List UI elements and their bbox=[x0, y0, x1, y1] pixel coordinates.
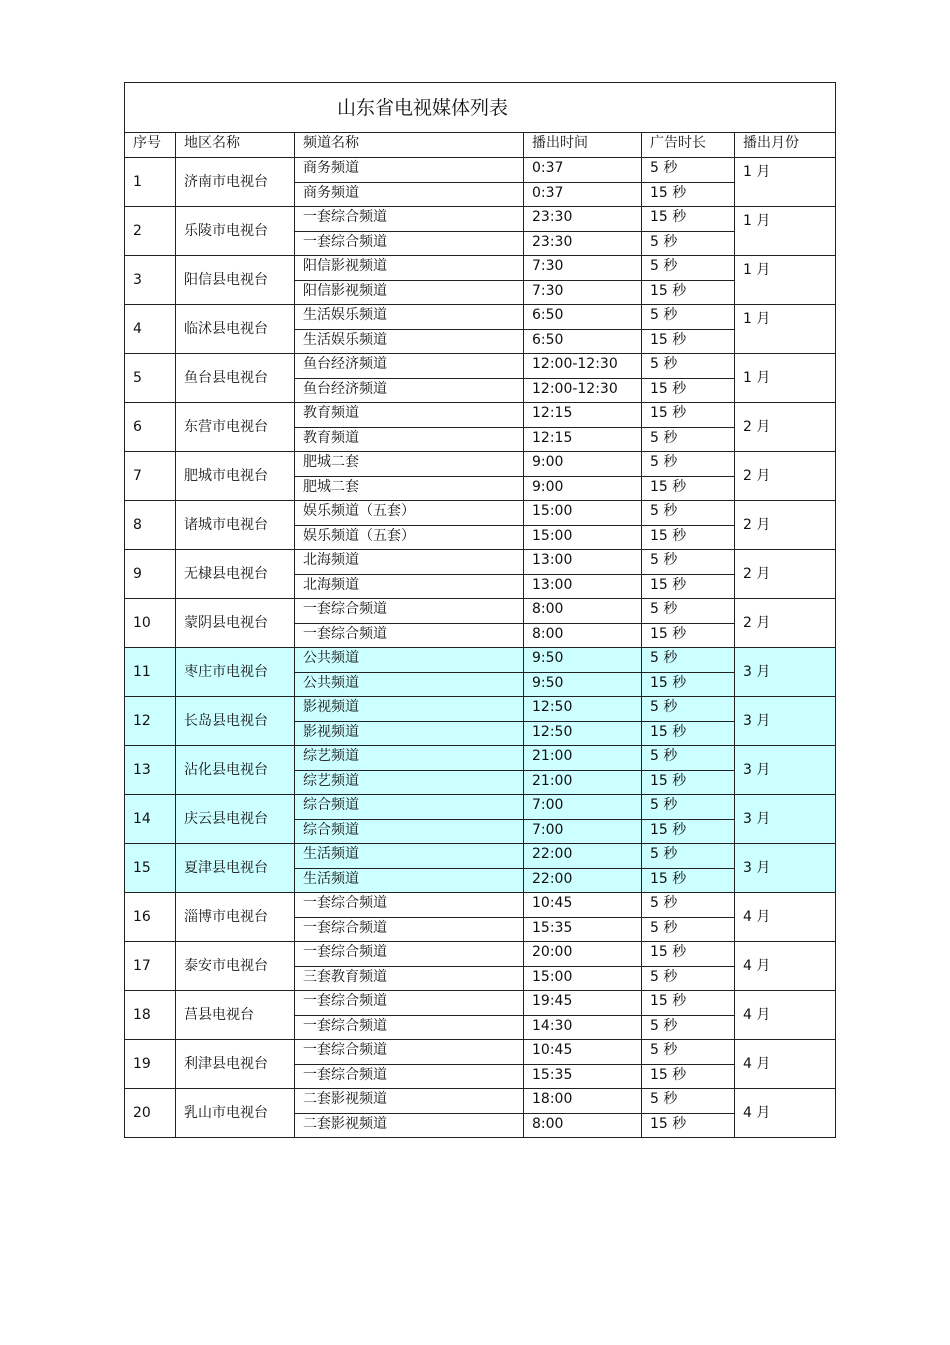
channel-name: 一套综合频道 bbox=[295, 1040, 524, 1065]
channel-name: 影视频道 bbox=[295, 721, 524, 746]
channel-name: 影视频道 bbox=[295, 697, 524, 722]
channel-name: 综合频道 bbox=[295, 819, 524, 844]
region-name: 乳山市电视台 bbox=[176, 1089, 295, 1138]
row-number: 10 bbox=[125, 599, 176, 648]
ad-duration: 5 秒 bbox=[642, 501, 735, 526]
air-time: 12:50 bbox=[524, 697, 642, 722]
region-name: 长岛县电视台 bbox=[176, 697, 295, 746]
channel-name: 鱼台经济频道 bbox=[295, 354, 524, 379]
row-number: 1 bbox=[125, 158, 176, 207]
air-time: 20:00 bbox=[524, 942, 642, 967]
region-name: 临沭县电视台 bbox=[176, 305, 295, 354]
air-time: 14:30 bbox=[524, 1015, 642, 1040]
table-row bbox=[125, 991, 836, 1016]
air-time: 22:00 bbox=[524, 844, 642, 869]
region-name: 东营市电视台 bbox=[176, 403, 295, 452]
air-time: 10:45 bbox=[524, 1040, 642, 1065]
air-month: 2 月 bbox=[735, 452, 836, 501]
ad-duration: 15 秒 bbox=[642, 525, 735, 550]
air-time: 0:37 bbox=[524, 182, 642, 207]
air-time: 8:00 bbox=[524, 623, 642, 648]
air-time: 21:00 bbox=[524, 746, 642, 771]
air-time: 18:00 bbox=[524, 1089, 642, 1114]
ad-duration: 5 秒 bbox=[642, 158, 735, 183]
row-number: 18 bbox=[125, 991, 176, 1040]
ad-duration: 5 秒 bbox=[642, 599, 735, 624]
air-time: 0:37 bbox=[524, 158, 642, 183]
air-month: 2 月 bbox=[735, 550, 836, 599]
air-time: 23:30 bbox=[524, 207, 642, 232]
ad-duration: 5 秒 bbox=[642, 746, 735, 771]
air-time: 8:00 bbox=[524, 1113, 642, 1138]
region-name: 利津县电视台 bbox=[176, 1040, 295, 1089]
channel-name: 阳信影视频道 bbox=[295, 280, 524, 305]
channel-name: 生活娱乐频道 bbox=[295, 305, 524, 330]
channel-name: 二套影视频道 bbox=[295, 1113, 524, 1138]
table-row bbox=[125, 354, 836, 379]
row-number: 5 bbox=[125, 354, 176, 403]
channel-name: 一套综合频道 bbox=[295, 1064, 524, 1089]
row-number: 6 bbox=[125, 403, 176, 452]
air-month: 3 月 bbox=[735, 697, 836, 746]
table-row bbox=[125, 893, 836, 918]
air-time: 19:45 bbox=[524, 991, 642, 1016]
region-name: 乐陵市电视台 bbox=[176, 207, 295, 256]
air-time: 13:00 bbox=[524, 574, 642, 599]
channel-name: 商务频道 bbox=[295, 182, 524, 207]
air-time: 22:00 bbox=[524, 868, 642, 893]
ad-duration: 15 秒 bbox=[642, 378, 735, 403]
ad-duration: 5 秒 bbox=[642, 893, 735, 918]
row-number: 11 bbox=[125, 648, 176, 697]
air-month: 1 月 bbox=[735, 305, 836, 354]
channel-name: 商务频道 bbox=[295, 158, 524, 183]
row-number: 19 bbox=[125, 1040, 176, 1089]
ad-duration: 15 秒 bbox=[642, 770, 735, 795]
row-number: 17 bbox=[125, 942, 176, 991]
channel-name: 肥城二套 bbox=[295, 476, 524, 501]
air-month: 4 月 bbox=[735, 991, 836, 1040]
channel-name: 一套综合频道 bbox=[295, 1015, 524, 1040]
channel-name: 生活频道 bbox=[295, 844, 524, 869]
table-row bbox=[125, 697, 836, 722]
air-time: 21:00 bbox=[524, 770, 642, 795]
ad-duration: 15 秒 bbox=[642, 672, 735, 697]
air-time: 15:35 bbox=[524, 917, 642, 942]
channel-name: 综艺频道 bbox=[295, 746, 524, 771]
air-month: 2 月 bbox=[735, 599, 836, 648]
channel-name: 娱乐频道（五套） bbox=[295, 501, 524, 526]
channel-name: 公共频道 bbox=[295, 648, 524, 673]
ad-duration: 5 秒 bbox=[642, 1015, 735, 1040]
air-month: 2 月 bbox=[735, 403, 836, 452]
ad-duration: 15 秒 bbox=[642, 721, 735, 746]
channel-name: 二套影视频道 bbox=[295, 1089, 524, 1114]
table-row bbox=[125, 599, 836, 624]
media-list-table bbox=[124, 82, 836, 1138]
table-row bbox=[125, 746, 836, 771]
ad-duration: 15 秒 bbox=[642, 942, 735, 967]
row-number: 2 bbox=[125, 207, 176, 256]
region-name: 淄博市电视台 bbox=[176, 893, 295, 942]
table-row bbox=[125, 1089, 836, 1114]
region-name: 枣庄市电视台 bbox=[176, 648, 295, 697]
air-time: 7:30 bbox=[524, 280, 642, 305]
table-title: 山东省电视媒体列表 bbox=[125, 83, 836, 133]
table-row bbox=[125, 158, 836, 183]
channel-name: 娱乐频道（五套） bbox=[295, 525, 524, 550]
air-time: 7:30 bbox=[524, 256, 642, 281]
table-row bbox=[125, 795, 836, 820]
channel-name: 生活频道 bbox=[295, 868, 524, 893]
air-time: 12:50 bbox=[524, 721, 642, 746]
channel-name: 一套综合频道 bbox=[295, 599, 524, 624]
ad-duration: 5 秒 bbox=[642, 966, 735, 991]
region-name: 诸城市电视台 bbox=[176, 501, 295, 550]
table-row bbox=[125, 844, 836, 869]
channel-name: 综艺频道 bbox=[295, 770, 524, 795]
table-row bbox=[125, 942, 836, 967]
channel-name: 一套综合频道 bbox=[295, 623, 524, 648]
ad-duration: 15 秒 bbox=[642, 403, 735, 428]
ad-duration: 15 秒 bbox=[642, 207, 735, 232]
region-name: 沾化县电视台 bbox=[176, 746, 295, 795]
ad-duration: 15 秒 bbox=[642, 1064, 735, 1089]
header-ad-duration: 广告时长 bbox=[642, 133, 735, 158]
air-month: 2 月 bbox=[735, 501, 836, 550]
air-time: 9:50 bbox=[524, 648, 642, 673]
region-name: 夏津县电视台 bbox=[176, 844, 295, 893]
ad-duration: 5 秒 bbox=[642, 917, 735, 942]
ad-duration: 5 秒 bbox=[642, 256, 735, 281]
ad-duration: 5 秒 bbox=[642, 844, 735, 869]
air-time: 12:00-12:30 bbox=[524, 378, 642, 403]
ad-duration: 15 秒 bbox=[642, 1113, 735, 1138]
ad-duration: 5 秒 bbox=[642, 697, 735, 722]
ad-duration: 5 秒 bbox=[642, 231, 735, 256]
header-region: 地区名称 bbox=[176, 133, 295, 158]
channel-name: 北海频道 bbox=[295, 550, 524, 575]
air-month: 3 月 bbox=[735, 844, 836, 893]
air-month: 4 月 bbox=[735, 1040, 836, 1089]
air-time: 15:35 bbox=[524, 1064, 642, 1089]
air-time: 15:00 bbox=[524, 525, 642, 550]
table-row bbox=[125, 305, 836, 330]
air-time: 6:50 bbox=[524, 305, 642, 330]
air-month: 4 月 bbox=[735, 942, 836, 991]
row-number: 14 bbox=[125, 795, 176, 844]
ad-duration: 5 秒 bbox=[642, 795, 735, 820]
region-name: 蒙阴县电视台 bbox=[176, 599, 295, 648]
air-month: 4 月 bbox=[735, 893, 836, 942]
ad-duration: 15 秒 bbox=[642, 329, 735, 354]
row-number: 9 bbox=[125, 550, 176, 599]
air-month: 1 月 bbox=[735, 158, 836, 207]
air-time: 23:30 bbox=[524, 231, 642, 256]
region-name: 庆云县电视台 bbox=[176, 795, 295, 844]
row-number: 16 bbox=[125, 893, 176, 942]
table-row bbox=[125, 648, 836, 673]
air-time: 15:00 bbox=[524, 966, 642, 991]
ad-duration: 15 秒 bbox=[642, 574, 735, 599]
ad-duration: 15 秒 bbox=[642, 623, 735, 648]
air-month: 3 月 bbox=[735, 795, 836, 844]
ad-duration: 5 秒 bbox=[642, 550, 735, 575]
air-month: 3 月 bbox=[735, 648, 836, 697]
air-time: 9:00 bbox=[524, 476, 642, 501]
region-name: 莒县电视台 bbox=[176, 991, 295, 1040]
row-number: 13 bbox=[125, 746, 176, 795]
ad-duration: 5 秒 bbox=[642, 354, 735, 379]
ad-duration: 15 秒 bbox=[642, 991, 735, 1016]
channel-name: 鱼台经济频道 bbox=[295, 378, 524, 403]
air-time: 12:15 bbox=[524, 427, 642, 452]
row-number: 7 bbox=[125, 452, 176, 501]
channel-name: 一套综合频道 bbox=[295, 231, 524, 256]
region-name: 鱼台县电视台 bbox=[176, 354, 295, 403]
air-month: 1 月 bbox=[735, 354, 836, 403]
channel-name: 肥城二套 bbox=[295, 452, 524, 477]
air-time: 10:45 bbox=[524, 893, 642, 918]
air-time: 7:00 bbox=[524, 795, 642, 820]
row-number: 3 bbox=[125, 256, 176, 305]
air-time: 8:00 bbox=[524, 599, 642, 624]
row-number: 8 bbox=[125, 501, 176, 550]
air-time: 12:15 bbox=[524, 403, 642, 428]
air-time: 9:00 bbox=[524, 452, 642, 477]
air-time: 12:00-12:30 bbox=[524, 354, 642, 379]
header-row bbox=[125, 133, 836, 158]
region-name: 济南市电视台 bbox=[176, 158, 295, 207]
air-month: 1 月 bbox=[735, 256, 836, 305]
channel-name: 一套综合频道 bbox=[295, 991, 524, 1016]
ad-duration: 5 秒 bbox=[642, 427, 735, 452]
ad-duration: 15 秒 bbox=[642, 280, 735, 305]
channel-name: 一套综合频道 bbox=[295, 917, 524, 942]
header-air-month: 播出月份 bbox=[735, 133, 836, 158]
region-name: 泰安市电视台 bbox=[176, 942, 295, 991]
row-number: 15 bbox=[125, 844, 176, 893]
table-row bbox=[125, 550, 836, 575]
air-month: 3 月 bbox=[735, 746, 836, 795]
channel-name: 公共频道 bbox=[295, 672, 524, 697]
region-name: 无棣县电视台 bbox=[176, 550, 295, 599]
channel-name: 北海频道 bbox=[295, 574, 524, 599]
row-number: 4 bbox=[125, 305, 176, 354]
ad-duration: 15 秒 bbox=[642, 868, 735, 893]
row-number: 12 bbox=[125, 697, 176, 746]
air-time: 9:50 bbox=[524, 672, 642, 697]
channel-name: 一套综合频道 bbox=[295, 942, 524, 967]
row-number: 20 bbox=[125, 1089, 176, 1138]
air-month: 1 月 bbox=[735, 207, 836, 256]
region-name: 肥城市电视台 bbox=[176, 452, 295, 501]
header-channel: 频道名称 bbox=[295, 133, 524, 158]
channel-name: 三套教育频道 bbox=[295, 966, 524, 991]
table-row bbox=[125, 1040, 836, 1065]
header-air-time: 播出时间 bbox=[524, 133, 642, 158]
channel-name: 综合频道 bbox=[295, 795, 524, 820]
ad-duration: 15 秒 bbox=[642, 819, 735, 844]
channel-name: 教育频道 bbox=[295, 403, 524, 428]
air-time: 13:00 bbox=[524, 550, 642, 575]
ad-duration: 5 秒 bbox=[642, 452, 735, 477]
channel-name: 阳信影视频道 bbox=[295, 256, 524, 281]
ad-duration: 5 秒 bbox=[642, 1089, 735, 1114]
ad-duration: 5 秒 bbox=[642, 305, 735, 330]
table-row bbox=[125, 207, 836, 232]
channel-name: 一套综合频道 bbox=[295, 207, 524, 232]
ad-duration: 5 秒 bbox=[642, 1040, 735, 1065]
ad-duration: 5 秒 bbox=[642, 648, 735, 673]
channel-name: 生活娱乐频道 bbox=[295, 329, 524, 354]
ad-duration: 15 秒 bbox=[642, 476, 735, 501]
table-row bbox=[125, 256, 836, 281]
table-row bbox=[125, 403, 836, 428]
region-name: 阳信县电视台 bbox=[176, 256, 295, 305]
air-month: 4 月 bbox=[735, 1089, 836, 1138]
table-row bbox=[125, 501, 836, 526]
channel-name: 一套综合频道 bbox=[295, 893, 524, 918]
table-row bbox=[125, 452, 836, 477]
air-time: 7:00 bbox=[524, 819, 642, 844]
channel-name: 教育频道 bbox=[295, 427, 524, 452]
title-row bbox=[125, 83, 836, 133]
air-time: 6:50 bbox=[524, 329, 642, 354]
air-time: 15:00 bbox=[524, 501, 642, 526]
header-no: 序号 bbox=[125, 133, 176, 158]
ad-duration: 15 秒 bbox=[642, 182, 735, 207]
